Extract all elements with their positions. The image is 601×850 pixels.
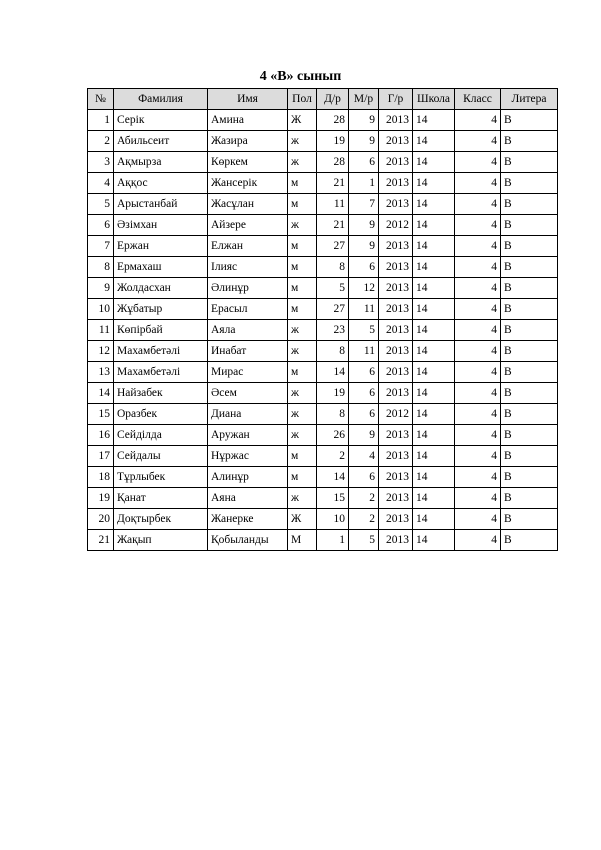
cell-school: 14 <box>413 320 455 341</box>
table-row <box>88 488 558 509</box>
cell-name: Мирас <box>208 362 288 383</box>
cell-letter: В <box>501 299 558 320</box>
cell-gender: м <box>288 299 317 320</box>
cell-birth-month: 1 <box>349 173 379 194</box>
cell-class: 4 <box>455 152 501 173</box>
cell-birth-month: 6 <box>349 383 379 404</box>
col-header-letter: Литера <box>501 89 558 110</box>
cell-name: Жасұлан <box>208 194 288 215</box>
cell-gender: м <box>288 194 317 215</box>
cell-birth-year: 2013 <box>379 530 413 551</box>
cell-birth-month: 6 <box>349 362 379 383</box>
cell-birth-year: 2013 <box>379 362 413 383</box>
cell-school: 14 <box>413 236 455 257</box>
col-header-gender: Пол <box>288 89 317 110</box>
table-row <box>88 467 558 488</box>
table-row <box>88 215 558 236</box>
cell-birth-day: 21 <box>317 215 349 236</box>
table-row <box>88 509 558 530</box>
col-header-class: Класс <box>455 89 501 110</box>
col-header-school: Школа <box>413 89 455 110</box>
col-header-name: Имя <box>208 89 288 110</box>
cell-letter: В <box>501 257 558 278</box>
cell-number: 4 <box>88 173 114 194</box>
cell-name: Диана <box>208 404 288 425</box>
cell-birth-month: 6 <box>349 404 379 425</box>
cell-gender: м <box>288 236 317 257</box>
cell-class: 4 <box>455 509 501 530</box>
cell-birth-year: 2013 <box>379 152 413 173</box>
cell-name: Әсем <box>208 383 288 404</box>
cell-name: Елжан <box>208 236 288 257</box>
cell-name: Жансерік <box>208 173 288 194</box>
cell-letter: В <box>501 215 558 236</box>
cell-gender: м <box>288 362 317 383</box>
cell-birth-day: 27 <box>317 236 349 257</box>
cell-letter: В <box>501 320 558 341</box>
cell-school: 14 <box>413 152 455 173</box>
cell-gender: Ж <box>288 509 317 530</box>
cell-surname: Доқтырбек <box>114 509 208 530</box>
cell-school: 14 <box>413 257 455 278</box>
cell-gender: ж <box>288 320 317 341</box>
cell-birth-year: 2013 <box>379 194 413 215</box>
cell-class: 4 <box>455 404 501 425</box>
cell-birth-year: 2013 <box>379 425 413 446</box>
cell-birth-day: 8 <box>317 341 349 362</box>
cell-birth-month: 2 <box>349 509 379 530</box>
cell-letter: В <box>501 404 558 425</box>
cell-birth-month: 5 <box>349 320 379 341</box>
cell-number: 6 <box>88 215 114 236</box>
cell-school: 14 <box>413 194 455 215</box>
cell-birth-month: 11 <box>349 341 379 362</box>
cell-number: 3 <box>88 152 114 173</box>
cell-birth-day: 26 <box>317 425 349 446</box>
cell-school: 14 <box>413 362 455 383</box>
col-header-birth-day: Д/р <box>317 89 349 110</box>
cell-school: 14 <box>413 131 455 152</box>
table-row <box>88 173 558 194</box>
cell-birth-year: 2013 <box>379 110 413 131</box>
table-row <box>88 236 558 257</box>
cell-name: Аяна <box>208 488 288 509</box>
table-row <box>88 131 558 152</box>
col-header-number: № <box>88 89 114 110</box>
cell-birth-month: 12 <box>349 278 379 299</box>
cell-surname: Жақып <box>114 530 208 551</box>
cell-birth-month: 6 <box>349 467 379 488</box>
cell-school: 14 <box>413 215 455 236</box>
cell-name: Ілияс <box>208 257 288 278</box>
cell-number: 16 <box>88 425 114 446</box>
cell-letter: В <box>501 278 558 299</box>
cell-class: 4 <box>455 341 501 362</box>
cell-birth-day: 2 <box>317 446 349 467</box>
cell-number: 7 <box>88 236 114 257</box>
cell-gender: ж <box>288 152 317 173</box>
cell-birth-month: 4 <box>349 446 379 467</box>
cell-name: Аяла <box>208 320 288 341</box>
cell-school: 14 <box>413 446 455 467</box>
cell-birth-month: 11 <box>349 299 379 320</box>
cell-letter: В <box>501 131 558 152</box>
cell-class: 4 <box>455 173 501 194</box>
cell-school: 14 <box>413 530 455 551</box>
cell-number: 20 <box>88 509 114 530</box>
cell-letter: В <box>501 236 558 257</box>
cell-number: 5 <box>88 194 114 215</box>
cell-birth-day: 14 <box>317 467 349 488</box>
cell-letter: В <box>501 194 558 215</box>
cell-birth-day: 19 <box>317 131 349 152</box>
cell-gender: ж <box>288 131 317 152</box>
cell-birth-day: 27 <box>317 299 349 320</box>
cell-class: 4 <box>455 467 501 488</box>
cell-gender: ж <box>288 383 317 404</box>
cell-birth-day: 8 <box>317 257 349 278</box>
cell-school: 14 <box>413 299 455 320</box>
cell-number: 18 <box>88 467 114 488</box>
cell-class: 4 <box>455 194 501 215</box>
cell-surname: Абильсеит <box>114 131 208 152</box>
cell-birth-month: 7 <box>349 194 379 215</box>
cell-school: 14 <box>413 488 455 509</box>
cell-class: 4 <box>455 131 501 152</box>
cell-number: 21 <box>88 530 114 551</box>
cell-gender: м <box>288 278 317 299</box>
cell-birth-month: 6 <box>349 152 379 173</box>
cell-letter: В <box>501 110 558 131</box>
cell-name: Нұржас <box>208 446 288 467</box>
cell-birth-year: 2013 <box>379 383 413 404</box>
cell-letter: В <box>501 341 558 362</box>
cell-letter: В <box>501 488 558 509</box>
cell-letter: В <box>501 362 558 383</box>
cell-number: 8 <box>88 257 114 278</box>
cell-class: 4 <box>455 320 501 341</box>
cell-gender: ж <box>288 425 317 446</box>
col-header-surname: Фамилия <box>114 89 208 110</box>
cell-birth-month: 9 <box>349 215 379 236</box>
table-row <box>88 320 558 341</box>
cell-surname: Оразбек <box>114 404 208 425</box>
cell-letter: В <box>501 152 558 173</box>
cell-number: 1 <box>88 110 114 131</box>
header-row <box>88 89 558 110</box>
cell-surname: Арыстанбай <box>114 194 208 215</box>
cell-letter: В <box>501 173 558 194</box>
cell-birth-month: 9 <box>349 425 379 446</box>
cell-class: 4 <box>455 215 501 236</box>
cell-name: Амина <box>208 110 288 131</box>
cell-birth-month: 9 <box>349 131 379 152</box>
cell-gender: ж <box>288 215 317 236</box>
cell-school: 14 <box>413 467 455 488</box>
cell-surname: Сейділда <box>114 425 208 446</box>
cell-surname: Әзімхан <box>114 215 208 236</box>
cell-birth-year: 2013 <box>379 173 413 194</box>
cell-birth-month: 6 <box>349 257 379 278</box>
cell-surname: Махамбетәлі <box>114 362 208 383</box>
cell-birth-day: 19 <box>317 383 349 404</box>
cell-school: 14 <box>413 278 455 299</box>
cell-birth-month: 9 <box>349 236 379 257</box>
cell-birth-month: 9 <box>349 110 379 131</box>
cell-birth-year: 2012 <box>379 215 413 236</box>
cell-gender: м <box>288 446 317 467</box>
cell-gender: Ж <box>288 110 317 131</box>
cell-gender: ж <box>288 341 317 362</box>
table-row <box>88 299 558 320</box>
cell-name: Аружан <box>208 425 288 446</box>
cell-surname: Серік <box>114 110 208 131</box>
cell-school: 14 <box>413 404 455 425</box>
table-row <box>88 446 558 467</box>
cell-school: 14 <box>413 425 455 446</box>
cell-name: Көркем <box>208 152 288 173</box>
cell-class: 4 <box>455 488 501 509</box>
cell-surname: Тұрлыбек <box>114 467 208 488</box>
cell-letter: В <box>501 509 558 530</box>
cell-name: Ерасыл <box>208 299 288 320</box>
table-row <box>88 278 558 299</box>
table-row <box>88 110 558 131</box>
cell-school: 14 <box>413 341 455 362</box>
cell-surname: Жұбатыр <box>114 299 208 320</box>
cell-school: 14 <box>413 509 455 530</box>
cell-surname: Махамбетәлі <box>114 341 208 362</box>
cell-name: Қобыланды <box>208 530 288 551</box>
cell-school: 14 <box>413 173 455 194</box>
cell-number: 14 <box>88 383 114 404</box>
cell-birth-year: 2013 <box>379 341 413 362</box>
table-row <box>88 425 558 446</box>
cell-letter: В <box>501 530 558 551</box>
cell-surname: Ермахаш <box>114 257 208 278</box>
cell-school: 14 <box>413 383 455 404</box>
roster-body <box>88 110 558 551</box>
cell-letter: В <box>501 467 558 488</box>
cell-birth-day: 5 <box>317 278 349 299</box>
cell-number: 19 <box>88 488 114 509</box>
cell-birth-year: 2013 <box>379 467 413 488</box>
cell-name: Инабат <box>208 341 288 362</box>
cell-birth-day: 14 <box>317 362 349 383</box>
cell-gender: м <box>288 173 317 194</box>
cell-class: 4 <box>455 257 501 278</box>
cell-class: 4 <box>455 278 501 299</box>
table-row <box>88 341 558 362</box>
cell-name: Алинұр <box>208 467 288 488</box>
cell-surname: Көпірбай <box>114 320 208 341</box>
cell-gender: м <box>288 257 317 278</box>
cell-class: 4 <box>455 110 501 131</box>
cell-number: 12 <box>88 341 114 362</box>
table-row <box>88 383 558 404</box>
cell-birth-year: 2013 <box>379 236 413 257</box>
cell-birth-month: 5 <box>349 530 379 551</box>
cell-class: 4 <box>455 425 501 446</box>
cell-gender: ж <box>288 488 317 509</box>
table-row <box>88 530 558 551</box>
cell-birth-day: 28 <box>317 110 349 131</box>
cell-gender: М <box>288 530 317 551</box>
cell-name: Айзере <box>208 215 288 236</box>
cell-number: 2 <box>88 131 114 152</box>
cell-birth-day: 15 <box>317 488 349 509</box>
page-title: 4 «В» сынып <box>259 69 342 84</box>
table-row <box>88 362 558 383</box>
cell-birth-year: 2013 <box>379 257 413 278</box>
cell-class: 4 <box>455 446 501 467</box>
cell-birth-day: 1 <box>317 530 349 551</box>
cell-birth-day: 11 <box>317 194 349 215</box>
cell-birth-year: 2013 <box>379 278 413 299</box>
cell-surname: Ақмырза <box>114 152 208 173</box>
cell-letter: В <box>501 425 558 446</box>
cell-birth-day: 28 <box>317 152 349 173</box>
cell-name: Жанерке <box>208 509 288 530</box>
cell-letter: В <box>501 383 558 404</box>
cell-name: Әлинұр <box>208 278 288 299</box>
cell-school: 14 <box>413 110 455 131</box>
cell-number: 11 <box>88 320 114 341</box>
cell-letter: В <box>501 446 558 467</box>
cell-gender: м <box>288 467 317 488</box>
cell-birth-day: 10 <box>317 509 349 530</box>
cell-birth-year: 2013 <box>379 509 413 530</box>
table-row <box>88 257 558 278</box>
table-row <box>88 404 558 425</box>
col-header-birth-year: Г/р <box>379 89 413 110</box>
cell-class: 4 <box>455 383 501 404</box>
cell-class: 4 <box>455 299 501 320</box>
cell-birth-year: 2013 <box>379 131 413 152</box>
cell-number: 17 <box>88 446 114 467</box>
cell-birth-day: 21 <box>317 173 349 194</box>
cell-birth-month: 2 <box>349 488 379 509</box>
cell-surname: Ержан <box>114 236 208 257</box>
cell-class: 4 <box>455 530 501 551</box>
cell-birth-year: 2012 <box>379 404 413 425</box>
cell-surname: Жолдасхан <box>114 278 208 299</box>
table-row <box>88 152 558 173</box>
cell-gender: ж <box>288 404 317 425</box>
cell-number: 13 <box>88 362 114 383</box>
cell-birth-year: 2013 <box>379 320 413 341</box>
table-row <box>88 194 558 215</box>
cell-birth-day: 23 <box>317 320 349 341</box>
cell-surname: Аққос <box>114 173 208 194</box>
cell-number: 9 <box>88 278 114 299</box>
cell-class: 4 <box>455 362 501 383</box>
cell-surname: Қанат <box>114 488 208 509</box>
cell-birth-day: 8 <box>317 404 349 425</box>
cell-name: Жазира <box>208 131 288 152</box>
cell-number: 10 <box>88 299 114 320</box>
class-roster-table <box>87 88 558 551</box>
cell-surname: Найзабек <box>114 383 208 404</box>
cell-number: 15 <box>88 404 114 425</box>
cell-birth-year: 2013 <box>379 299 413 320</box>
col-header-birth-month: М/р <box>349 89 379 110</box>
cell-birth-year: 2013 <box>379 488 413 509</box>
cell-surname: Сейдалы <box>114 446 208 467</box>
cell-class: 4 <box>455 236 501 257</box>
cell-birth-year: 2013 <box>379 446 413 467</box>
